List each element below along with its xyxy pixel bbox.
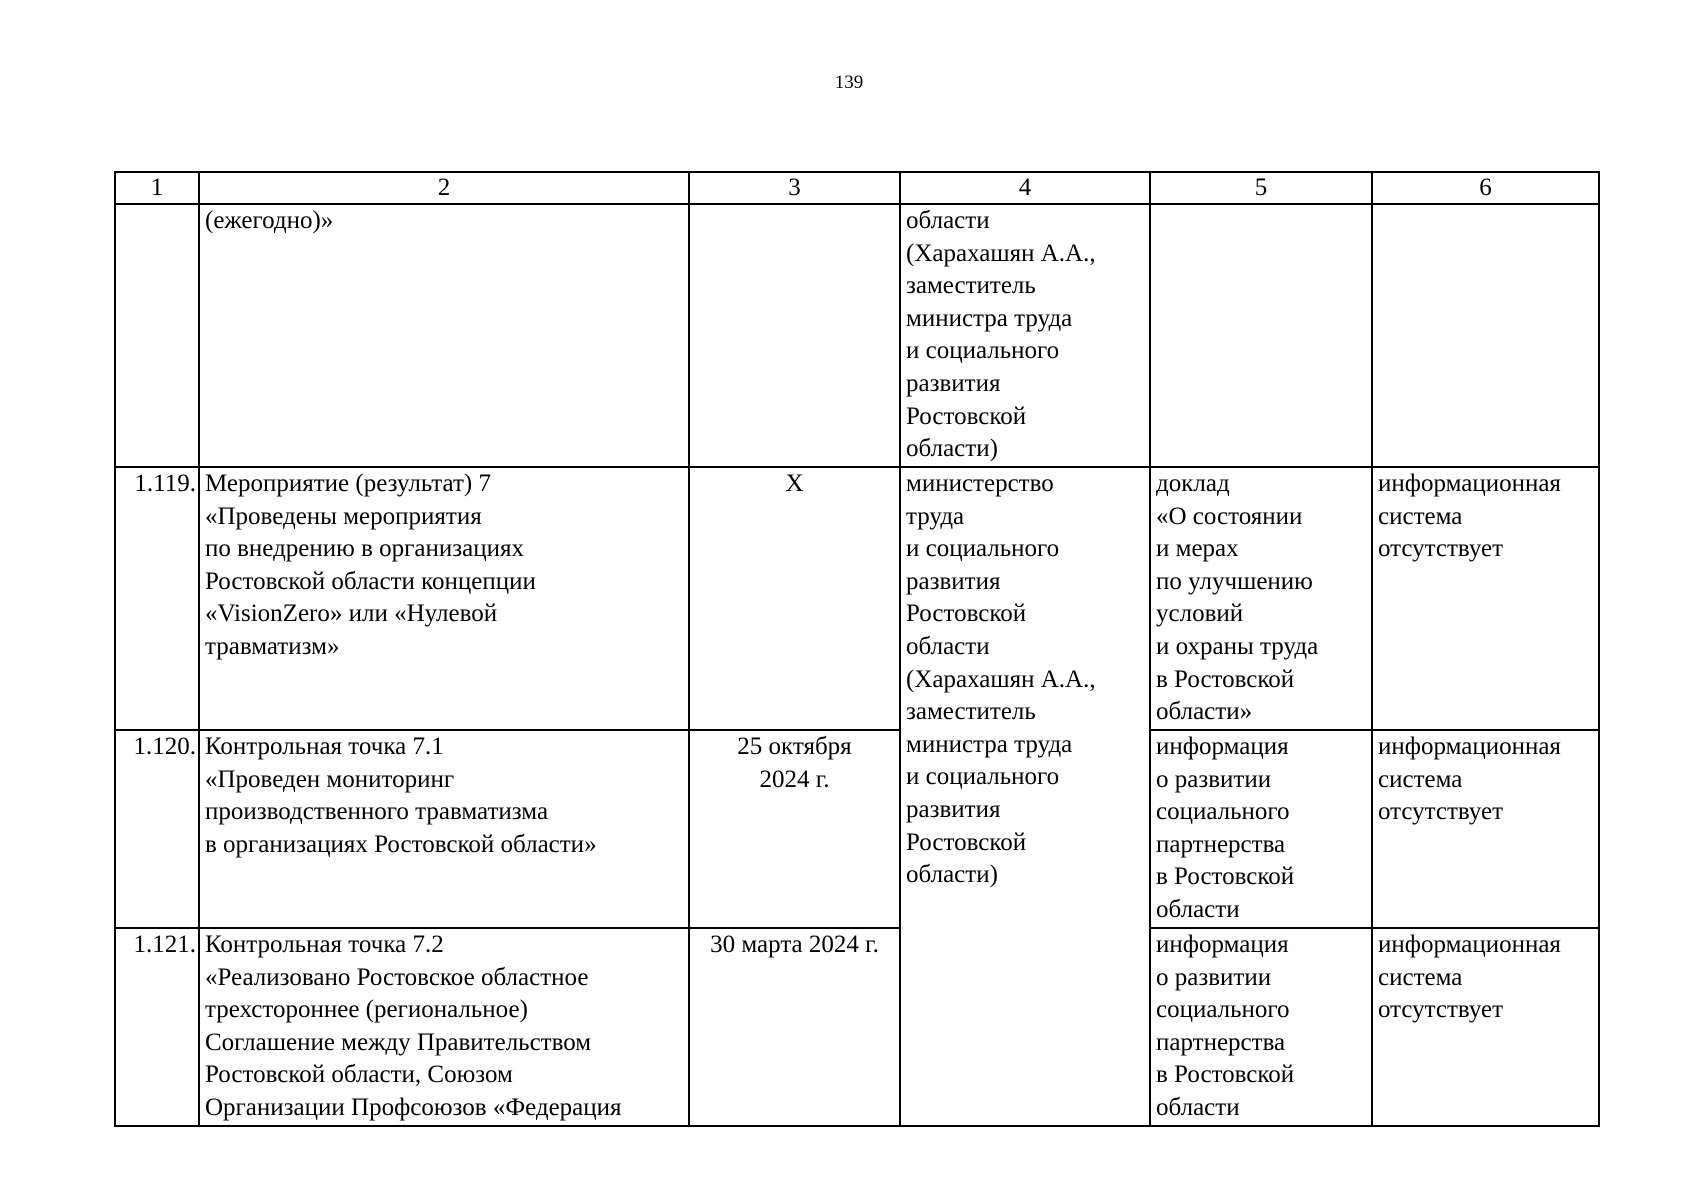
date-cell: X xyxy=(689,467,900,730)
row-number-cell: 1.119. xyxy=(115,467,199,730)
table-row xyxy=(115,204,1599,467)
document-cell: информация о развитии социального партнерства в Ростовской области xyxy=(1150,928,1372,1126)
table-row xyxy=(115,730,1599,928)
header-cell: 2 xyxy=(199,172,689,204)
document-cell xyxy=(1150,204,1372,467)
document-cell: доклад «О состоянии и мерах по улучшению условий и охраны труда в Ростовской области» xyxy=(1150,467,1372,730)
row-number-cell: 1.121. xyxy=(115,928,199,1126)
document-table xyxy=(114,171,1600,1127)
table-row xyxy=(115,928,1599,1126)
header-cell: 6 xyxy=(1372,172,1599,204)
date-cell xyxy=(689,204,900,467)
table-header-row xyxy=(115,172,1599,204)
event-text-cell: Контрольная точка 7.1 «Проведен мониторинг производственного травматизма в организациях Ростовской области» xyxy=(199,730,689,928)
info-system-cell: информационная система отсутствует xyxy=(1372,730,1599,928)
header-cell: 5 xyxy=(1150,172,1372,204)
responsible-cell: области (Харахашян А.А., заместитель министра труда и социального развития Ростовской области) xyxy=(900,204,1150,467)
row-number-cell xyxy=(115,204,199,467)
header-cell: 3 xyxy=(689,172,900,204)
page-number: 139 xyxy=(834,72,864,93)
date-cell: 30 марта 2024 г. xyxy=(689,928,900,1126)
header-cell: 4 xyxy=(900,172,1150,204)
responsible-cell: министерство труда и социального развития Ростовской области (Харахашян А.А., заместитель министра труда и социального развития Ростовской области) xyxy=(900,467,1150,1126)
event-text-cell: Мероприятие (результат) 7 «Проведены мероприятия по внедрению в организациях Ростовской области концепции «VisionZero» или «Нулевой травматизм» xyxy=(199,467,689,730)
info-system-cell xyxy=(1372,204,1599,467)
info-system-cell: информационная система отсутствует xyxy=(1372,928,1599,1126)
event-text-cell: (ежегодно)» xyxy=(199,204,689,467)
table-row xyxy=(115,467,1599,730)
document-cell: информация о развитии социального партнерства в Ростовской области xyxy=(1150,730,1372,928)
row-number-cell: 1.120. xyxy=(115,730,199,928)
event-text-cell: Контрольная точка 7.2 «Реализовано Ростовское областное трехстороннее (региональное) Соглашение между Правительством Ростовской области, Союзом Организации Профсоюзов «Федерация xyxy=(199,928,689,1126)
date-cell: 25 октября 2024 г. xyxy=(689,730,900,928)
info-system-cell: информационная система отсутствует xyxy=(1372,467,1599,730)
header-cell: 1 xyxy=(115,172,199,204)
